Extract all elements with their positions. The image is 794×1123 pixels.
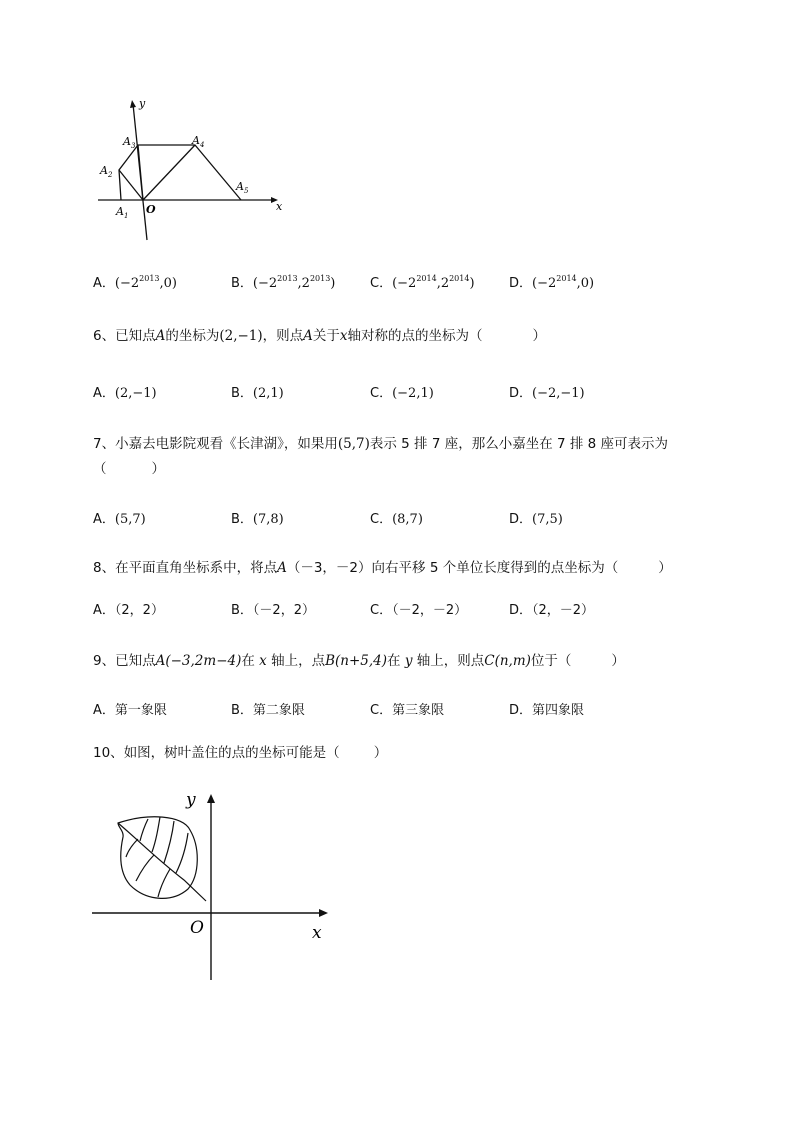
- question-7: 7、小嘉去电影院观看《长津湖》，如果用(5,7)表示 5 排 7 座，那么小嘉坐在 7 排 8 座可表示为: [93, 436, 669, 452]
- q7-option-d[interactable]: D．(7,5): [509, 512, 563, 527]
- option-letter: D．: [509, 276, 533, 291]
- origin-label: O: [146, 203, 156, 216]
- figure-1-diagram: [90, 92, 290, 242]
- q5-option-b[interactable]: [231, 269, 335, 294]
- q9-option-b[interactable]: B．第二象限: [231, 703, 305, 718]
- q6-option-b[interactable]: B．(2,1): [231, 386, 284, 401]
- a2-label: $A_2$: [100, 164, 113, 179]
- leaf-icon: [118, 817, 206, 901]
- q6-option-a[interactable]: A．(2,−1): [93, 386, 157, 401]
- y-label: y: [186, 790, 196, 810]
- y-label: y: [139, 97, 146, 110]
- a4-label: $A_4$: [192, 134, 205, 149]
- q6-option-c[interactable]: C．(−2,1): [370, 386, 434, 401]
- q8-option-a[interactable]: A．（2，2）: [93, 603, 164, 618]
- option-value: $(-2^{2013},2^{2013})$: [252, 274, 336, 291]
- q9-option-d[interactable]: D．第四象限: [509, 703, 585, 718]
- y-axis-arrow: [130, 100, 136, 108]
- q7-option-b[interactable]: B．(7,8): [231, 512, 284, 527]
- segment-a2-o: [119, 170, 143, 200]
- q7-option-c[interactable]: C．(8,7): [370, 512, 423, 527]
- option-letter: C．: [370, 276, 393, 291]
- option-letter: B．: [231, 276, 253, 291]
- q8-option-d[interactable]: D．（2，－2）: [509, 603, 595, 618]
- a5-label: $A_5$: [236, 180, 249, 195]
- option-value: $(-2^{2013},0)$: [114, 274, 177, 291]
- q9-option-a[interactable]: A．第一象限: [93, 703, 167, 718]
- question-10: 10、如图，树叶盖住的点的坐标可能是（ ）: [93, 745, 388, 761]
- q5-option-c[interactable]: [370, 269, 475, 294]
- question-7-line-2: （ ）: [93, 461, 165, 477]
- q8-option-b[interactable]: B．（－2，2）: [231, 603, 315, 618]
- x-axis-arrow: [319, 909, 328, 917]
- question-8: 8、在平面直角坐标系中，将点A（－3，－2）向右平移 5 个单位长度得到的点坐标为（ ）: [93, 560, 672, 576]
- question-6: 6、已知点A的坐标为(2,−1)，则点A关于x轴对称的点的坐标为（ ）: [93, 328, 547, 344]
- q9-option-c[interactable]: C．第三象限: [370, 703, 445, 718]
- y-axis-arrow: [207, 794, 215, 803]
- option-letter: A．: [93, 276, 115, 291]
- segment-a4-o: [143, 145, 195, 200]
- q5-option-d[interactable]: [509, 269, 594, 294]
- point-path: [119, 145, 241, 200]
- x-label: x: [312, 923, 322, 943]
- q6-option-d[interactable]: D．(−2,−1): [509, 386, 585, 401]
- option-value: $(-2^{2014},0)$: [532, 274, 595, 291]
- option-value: $(-2^{2014},2^{2014})$: [392, 274, 475, 291]
- q5-option-a[interactable]: [93, 269, 177, 294]
- a3-label: $A_3$: [123, 135, 136, 150]
- q8-option-c[interactable]: C．（－2，－2）: [370, 603, 468, 618]
- q7-option-a[interactable]: A．(5,7): [93, 512, 146, 527]
- figure-2-diagram: [88, 785, 338, 985]
- segment-a3-o: [138, 145, 143, 200]
- x-label: x: [276, 200, 283, 213]
- question-9: 9、已知点A(−3,2m−4)在 x 轴上，点B(n+5,4)在 y 轴上，则点C(n,m)位于（ ）: [93, 653, 625, 669]
- origin-label: O: [190, 918, 204, 938]
- a1-label: $A_1$: [116, 205, 129, 220]
